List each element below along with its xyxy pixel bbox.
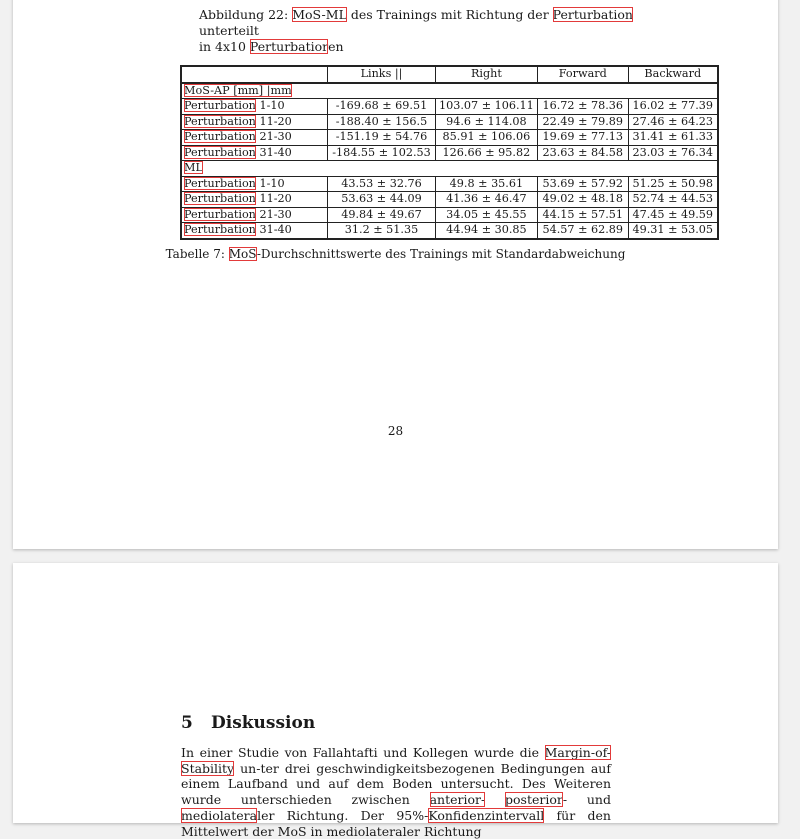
spellcheck-mark[interactable]: ML <box>184 161 203 174</box>
table-cell: 51.25 ± 50.98 <box>628 176 718 192</box>
page-number: 28 <box>387 424 404 438</box>
table-cell: 85.91 ± 106.06 <box>436 130 538 146</box>
table-cell: 54.57 ± 62.89 <box>537 223 628 239</box>
table-cell: 94.6 ± 114.08 <box>436 114 538 130</box>
row-range: 21-30 <box>259 207 292 221</box>
table-cell: 126.66 ± 95.82 <box>436 145 538 161</box>
table-cell: 53.63 ± 44.09 <box>328 192 436 208</box>
document-page-28 <box>13 0 778 549</box>
row-label <box>181 99 328 115</box>
row-label <box>181 207 328 223</box>
paragraph-text: - und <box>562 792 611 808</box>
row-range: 1-10 <box>259 99 285 112</box>
table-row <box>181 99 718 115</box>
paragraph-text: un-ter drei geschwindigkeitsbezogenen Bedingungen auf einem Laufband und auf dem Boden untersucht. Des Weiteren wurde unterschieden zwischen <box>181 760 611 808</box>
table-cell: 31.41 ± 61.33 <box>628 130 718 146</box>
row-label <box>181 114 328 130</box>
table-row <box>181 114 718 130</box>
caption-text: Abbildung 22: <box>199 7 293 22</box>
table-cell: 16.02 ± 77.39 <box>628 99 718 115</box>
section-title: Diskussion <box>211 713 316 733</box>
caption-text: in 4x10 <box>199 39 250 54</box>
header-cell: Forward <box>537 66 628 83</box>
table-cell: 19.69 ± 77.13 <box>537 130 628 146</box>
section-heading <box>181 713 315 733</box>
row-label <box>181 130 328 146</box>
header-cell: Backward <box>628 66 718 83</box>
spellcheck-mark[interactable]: Konfidenzintervall <box>428 807 545 823</box>
spellcheck-mark[interactable]: Perturbation <box>184 223 256 236</box>
caption-text: unterteilt <box>199 23 259 38</box>
table-cell: 27.46 ± 64.23 <box>628 114 718 130</box>
table-row <box>181 192 718 208</box>
spellcheck-mark[interactable]: anterior- <box>429 792 486 808</box>
table-cell: 16.72 ± 78.36 <box>537 99 628 115</box>
table-row <box>181 130 718 146</box>
table-cell: 23.03 ± 76.34 <box>628 145 718 161</box>
figure-caption <box>199 7 679 55</box>
row-range: 1-10 <box>259 176 285 190</box>
table-cell: -151.19 ± 54.76 <box>328 130 436 146</box>
table-cell: 52.74 ± 44.53 <box>628 192 718 208</box>
header-cell: Links || <box>328 66 436 83</box>
spellcheck-mark[interactable]: Perturbation <box>552 7 633 22</box>
table-cell: 49.02 ± 48.18 <box>537 192 628 208</box>
caption-text: -Durchschnittswerte des Trainings mit Standardabweichung <box>256 247 626 261</box>
table-cell: 44.94 ± 30.85 <box>436 223 538 239</box>
paragraph-text <box>485 792 505 807</box>
spellcheck-mark[interactable]: Perturbation <box>184 114 256 128</box>
spellcheck-mark[interactable]: mediolatera <box>181 807 258 823</box>
caption-text: Tabelle 7: <box>165 247 229 261</box>
table-cell: 103.07 ± 106.11 <box>436 99 538 115</box>
table-cell: 44.15 ± 57.51 <box>537 207 628 223</box>
table-cell: 43.53 ± 32.76 <box>328 176 436 192</box>
row-range: 21-30 <box>259 130 292 143</box>
spellcheck-mark[interactable]: posterior <box>505 792 563 808</box>
spellcheck-mark[interactable]: Margin-of-Stability <box>181 745 611 776</box>
row-label <box>181 176 328 192</box>
table-cell: 22.49 ± 79.89 <box>537 114 628 130</box>
body-paragraph <box>181 745 611 839</box>
section-row <box>181 161 718 177</box>
table-cell: 23.63 ± 84.58 <box>537 145 628 161</box>
spellcheck-mark[interactable]: Perturbation <box>184 130 256 143</box>
spellcheck-mark[interactable]: MoS-ML <box>292 7 347 22</box>
section-label-ml <box>181 161 718 177</box>
table-cell: 31.2 ± 51.35 <box>328 223 436 239</box>
table-cell: 49.84 ± 49.67 <box>328 207 436 223</box>
section-row <box>181 83 718 99</box>
spellcheck-mark[interactable]: Perturbation <box>184 99 256 112</box>
mos-table <box>180 65 719 240</box>
table-caption <box>13 247 778 261</box>
table-row <box>181 207 718 223</box>
spellcheck-mark[interactable]: MoS-AP [mm] |mm <box>184 83 292 97</box>
section-label-ap <box>181 83 718 99</box>
row-range: 11-20 <box>259 114 292 128</box>
spellcheck-mark[interactable]: Perturbation <box>184 145 256 159</box>
paragraph-text: für den Mittelwert der MoS in mediolateraler Richtung <box>181 807 611 839</box>
spellcheck-mark[interactable]: Perturbatior <box>249 39 329 54</box>
table-row <box>181 176 718 192</box>
row-range: 31-40 <box>259 145 292 159</box>
table-cell: 49.31 ± 53.05 <box>628 223 718 239</box>
row-label <box>181 192 328 208</box>
spellcheck-mark[interactable]: MoS <box>228 247 257 261</box>
document-page-29 <box>13 563 778 839</box>
spellcheck-mark[interactable]: Perturbation <box>184 207 256 221</box>
header-cell <box>181 66 328 83</box>
table-cell: 47.45 ± 49.59 <box>628 207 718 223</box>
table-cell: -169.68 ± 69.51 <box>328 99 436 115</box>
row-label <box>181 145 328 161</box>
caption-text: des Trainings mit Richtung der <box>346 7 553 22</box>
table-cell: 41.36 ± 46.47 <box>436 192 538 208</box>
table-row <box>181 145 718 161</box>
table-header-row <box>181 66 718 83</box>
spellcheck-mark[interactable]: Perturbation <box>184 176 256 190</box>
table-cell: 34.05 ± 45.55 <box>436 207 538 223</box>
table-row <box>181 223 718 239</box>
spellcheck-mark[interactable]: Perturbation <box>184 192 256 205</box>
caption-text: en <box>328 39 344 54</box>
table-cell: 49.8 ± 35.61 <box>436 176 538 192</box>
table-cell: -184.55 ± 102.53 <box>328 145 436 161</box>
header-cell: Right <box>436 66 538 83</box>
row-range: 31-40 <box>259 223 292 236</box>
paragraph-text: In einer Studie von Fallahtafti und Kollegen wurde die <box>181 745 545 760</box>
section-number: 5 <box>181 713 193 733</box>
table-cell: 53.69 ± 57.92 <box>537 176 628 192</box>
paragraph-text: ler Richtung. Der 95%- <box>257 807 429 823</box>
row-range: 11-20 <box>259 192 292 205</box>
row-label <box>181 223 328 239</box>
table-cell: -188.40 ± 156.5 <box>328 114 436 130</box>
